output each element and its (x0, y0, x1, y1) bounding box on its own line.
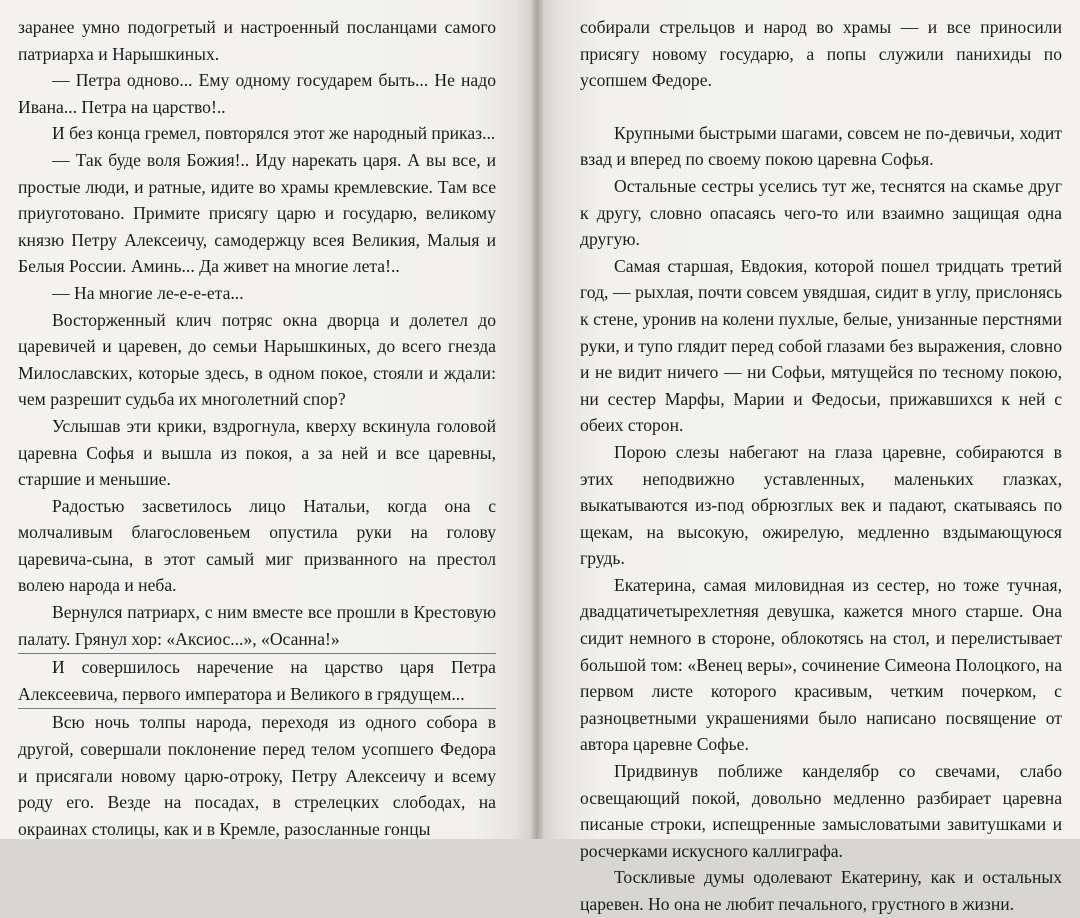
paragraph: Радостью засветилось лицо Натальи, когда она с молчаливым благословеньем опустила руки на голову царевича-сына, в этот самый миг призванного на престол волею народа и неба. (18, 495, 496, 596)
paragraph: Порою слезы набегают на глаза царевне, собираются в этих неподвижно уставленных, маленьких глазках, выкатываются из-под обрюзглых век и падают, скатываясь по щекам, на высокую, ожирелую, медленно вздымающуюся грудь. (580, 441, 1062, 569)
left-page (0, 0, 536, 839)
underlined-paragraph: Вернулся патриарх, с ним вместе все прошли в Крестовую палату. Грянул хор: «Аксиос...», «Осанна!» (18, 599, 496, 654)
paragraph: И без конца гремел, повторялся этот же народный приказ... (52, 123, 496, 144)
paragraph: — Петра одново... Ему одному государем быть... Не надо Ивана... Петра на царство!.. (18, 70, 496, 117)
paragraph: Екатерина, самая миловидная из сестер, но тоже тучная, двадцатичетырехлетняя девушка, кажется много старше. Она сидит немного в стороне, облокотясь на стол, и перелистывает большой том: «Венец веры», сочинение Симеона Полоцкого, на первом листе которого красивым, четким почерком, с разноцветными украшениями было написано посвящение от автора царевне Софье. (580, 574, 1062, 755)
paragraph: Остальные сестры уселись тут же, теснятся на скамье друг к другу, словно опасаясь чего-то или взаимно защищая одна другую. (580, 175, 1062, 250)
paragraph: Всю ночь толпы народа, переходя из одного собора в другой, совершали поклонение перед телом усопшего Федора и присягали новому царю-отроку, Петру Алексеичу и всему роду его. Везде на посадах, в стрелецких слободах, на окраинах столицы, как и в Кремле, разосланные гонцы (18, 712, 496, 839)
paragraph: собирали стрельцов и народ во храмы — и все приносили присягу новому государю, а попы служили панихиды по усопшем Федоре. (580, 17, 1062, 91)
paragraph: Придвинув поближе канделябр со свечами, слабо освещающий покой, довольно медленно разбирает царевна писаные строки, испещренные замысловатыми завитушками и росчерками искусного каллиграфа. (580, 761, 1062, 861)
underlined-paragraph: И совершилось наречение на царство царя Петра Алексеевича, первого императора и Великого в грядущем... (18, 654, 496, 709)
paragraph: — Так буде воля Божия!.. Иду нарекать царя. А вы все, и простые люди, и ратные, идите во храмы кремлевские. Там все приуготовано. Примите присягу царю и государю, великому князю Петру Алексеичу, самодержцу всея Великия, Малыя и Белыя России. Аминь... Да живет на многие лета!.. (18, 149, 496, 277)
paragraph: Услышав эти крики, вздрогнула, кверху вскинула головой царевна Софья и вышла из покоя, а за ней и все царевны, старшие и меньшие. (18, 415, 496, 490)
paragraph: Тоскливые думы одолевают Екатерину, как и остальных царевен. Но она не любит печального, грустного в жизни. (580, 867, 1062, 914)
book-gutter (531, 0, 543, 839)
paragraph: Самая старшая, Евдокия, которой пошел тридцать третий год, — рыхлая, почти совсем увядшая, сидит в углу, прислонясь к стене, уронив на колени пухлые, белые, унизанные перстнями руки, и тупо глядит перед собой глазами без выражения, словно и не видит ничего — ни Софьи, мятущейся по тесному покою, ни сестер Марфы, Марии и Федосьи, прижавшихся к ней с обеих сторон. (580, 255, 1062, 436)
paragraph: — На многие ле-е-е-ета... (52, 282, 244, 303)
left-page-text (18, 14, 496, 842)
right-page (536, 0, 1080, 914)
right-page-text (580, 14, 1062, 918)
paragraph: Крупными быстрыми шагами, совсем не по-девичьи, ходит взад и вперед по своему покою царевна Софья. (580, 122, 1062, 170)
paragraph: заранее умно подогретый и настроенный посланцами самого патриарха и Нарышкиных. (18, 17, 496, 64)
paragraph: Восторженный клич потряс окна дворца и долетел до царевичей и царевен, до семьи Нарышкиных, до всего гнезда Милославских, которые здесь, в одном покое, стояли и ждали: чем разрешит судьба их многолетний спор? (18, 309, 496, 410)
